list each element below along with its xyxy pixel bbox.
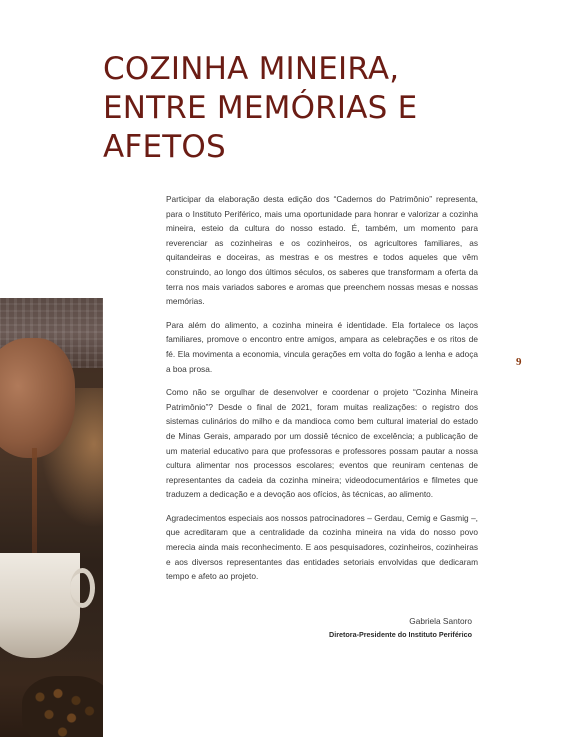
title-line-1: COZINHA MINEIRA, bbox=[103, 51, 400, 87]
cooking-photo bbox=[0, 298, 103, 737]
signature-role: Diretora-Presidente do Instituto Periférico bbox=[329, 630, 472, 639]
paragraph-4: Agradecimentos especiais aos nossos patrocinadores – Gerdau, Cemig e Gasmig –, que acreditaram que a centralidade da cozinha mineira na vida do nosso povo merecia ainda mais reconhecimento. E aos pesquisadores, cozinheiros, cozinheiras e aos diversos representantes das entidades setoriais envolvidas que dedicaram tempo e afeto ao projeto. bbox=[166, 512, 478, 582]
article-body bbox=[166, 192, 478, 593]
ceramic-cup bbox=[0, 553, 80, 658]
paragraph-2: Para além do alimento, a cozinha mineira é identidade. Ela fortalece os laços familiares, promove o encontro entre amigos, ampara as celebrações e os ritos de fé. Ela movimenta a economia, vincula gerações em volta do fogão a lenha e adoça a boa prosa. bbox=[166, 319, 478, 374]
cup-handle bbox=[70, 568, 95, 608]
coffee-beans bbox=[22, 676, 103, 737]
paragraph-3: Como não se orgulhar de desenvolver e coordenar o projeto “Cozinha Mineira Patrimônio”? Desde o final de 2021, foram muitas realizações: o registro dos sistemas culinários do milho e da mandioca como bem cultural imaterial do estado de Minas Gerais, amparado por um dossiê técnico de excelência; a publicação de um material educativo para que professoras e professores possam pautar a nossa cultura alimentar nos processos escolares; eventos que reuniram centenas de representantes da cadeia da cozinha mineira; videodocumentários e filmetes que traduzem a dedicação e a devoção aos ofícios, às técnicas, ao alimento. bbox=[166, 387, 478, 500]
signature-name: Gabriela Santoro bbox=[409, 616, 472, 626]
pouring-stream bbox=[32, 448, 37, 558]
page-title bbox=[103, 50, 423, 167]
signature-block bbox=[329, 616, 472, 639]
page-number: 9 bbox=[516, 356, 522, 368]
paragraph-1: Participar da elaboração desta edição dos “Cadernos do Patrimônio” representa, para o Instituto Periférico, mais uma oportunidade para honrar e valorizar a cozinha mineira, esteio da cultura do nosso estado. É, também, um momento para reverenciar as cozinheiras e os cozinheiros, os agricultores familiares, as quitandeiras e doceiras, as mestras e os mestres e todos aqueles que vêm construindo, ao longo dos últimos séculos, os saberes que transformam a oferta da terra nos mais variados sabores e aromas que preenchem nossas mesas e nossas memórias. bbox=[166, 194, 478, 307]
title-line-2: ENTRE MEMÓRIAS E bbox=[103, 90, 418, 126]
hand-pouring bbox=[0, 338, 75, 458]
title-line-3: AFETOS bbox=[103, 129, 226, 165]
